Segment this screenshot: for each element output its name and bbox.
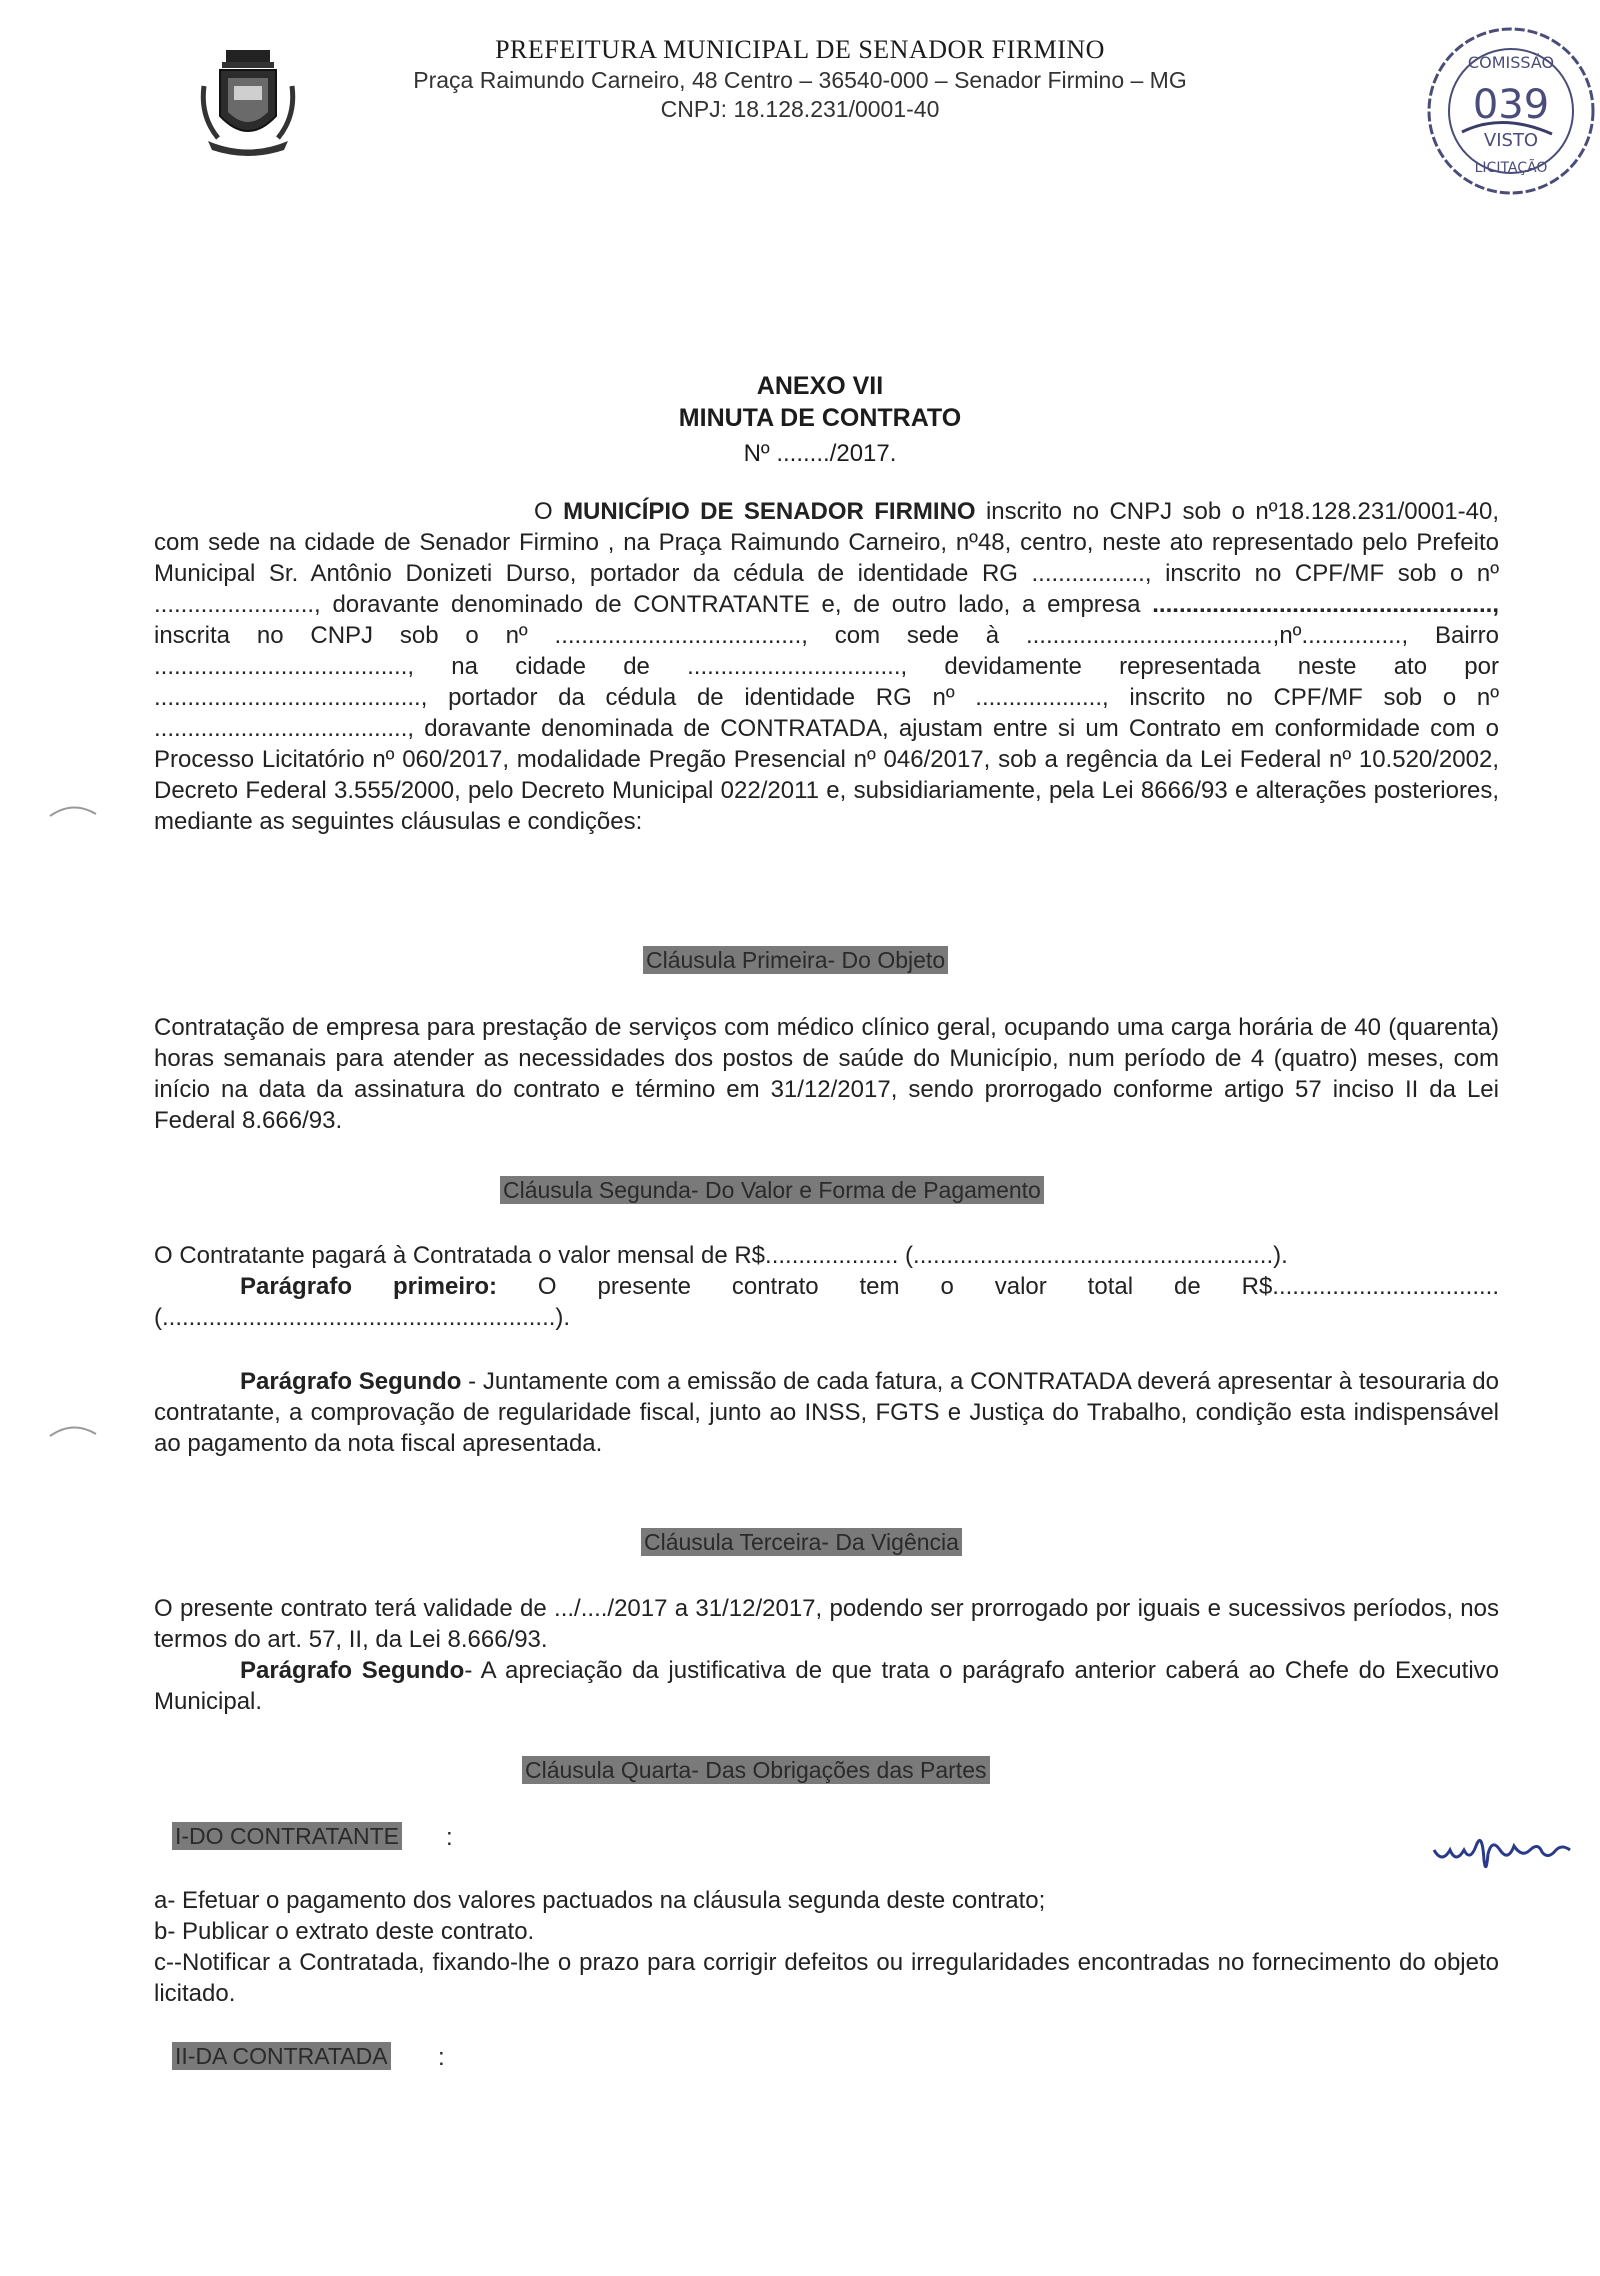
clause2-text: O Contratante pagará à Contratada o valor mensal de R$.................... (......................................................). [154,1242,1288,1269]
clause2-p2-text: - Juntamente com a emissão de cada fatura, a CONTRATADA deverá apresentar à tesouraria do contratante, a comprovação de regularidade fiscal, junto ao INSS, FGTS e Justiça do Trabalho, condição esta indispensável ao pagamento da nota fiscal apresentada. [154,1368,1499,1457]
margin-mark [48,800,98,820]
org-address: Praça Raimundo Carneiro, 48 Centro – 36540-000 – Senador Firmino – MG [413,67,1187,93]
intro-municipio: MUNICÍPIO DE SENADOR FIRMINO [563,498,976,525]
contratante-item-a: a- Efetuar o pagamento dos valores pactuados na cláusula segunda deste contrato; [154,1887,1046,1914]
clause3-p2-text: - A apreciação da justificativa de que trata o parágrafo anterior caberá ao Chefe do Executivo Municipal. [154,1657,1499,1715]
contratada-heading: II-DA CONTRATADA [172,2042,391,2070]
handwritten-initials [1430,1820,1580,1880]
org-name: PREFEITURA MUNICIPAL DE SENADOR FIRMINO [495,35,1105,64]
clause2-p1-text: O presente contrato tem o valor total de R$.................................. (...........................................................). [154,1273,1499,1331]
clause3-p2-label: Parágrafo Segundo [240,1657,465,1684]
intro-paragraph [154,496,1499,837]
clause4-heading: Cláusula Quarta- Das Obrigações das Partes [522,1756,990,1784]
contratante-item-b: b- Publicar o extrato deste contrato. [154,1918,535,1945]
intro-empresa-dots: ..................................................., [1152,591,1499,618]
contratante-item-c: c--Notificar a Contratada, fixando-lhe o prazo para corrigir defeitos ou irregularidades encontradas no fornecimento do objeto licitado. [154,1949,1499,2007]
stamp-top-text: COMISSÃO [1467,53,1555,72]
coat-of-arms-icon [198,46,298,158]
contract-number: Nº ......../2017. [743,440,897,467]
clause1-heading: Cláusula Primeira- Do Objeto [643,946,948,974]
clause3-text: O presente contrato terá validade de .../..../2017 a 31/12/2017, podendo ser prorrogado por iguais e sucessivos períodos, nos termos do art. 57, II, da Lei 8.666/93. [154,1595,1499,1653]
clause3-paragraph2 [154,1655,1499,1717]
clause3-heading: Cláusula Terceira- Da Vigência [641,1528,962,1556]
stamp-middle-text: VISTO [1483,130,1539,151]
clause2-paragraph2 [154,1366,1499,1459]
commission-stamp-icon [1422,22,1600,200]
annex-title: ANEXO VII [756,372,884,400]
intro-text-continued: inscrita no CNPJ sob o nº ....................................., com sede à .....................................,nº..............., Bairro ......................................, na cidade de ................................, devidamente representada neste ato por ........................................, portador da cédula de identidade RG nº ..................., inscrito no CPF/MF sob o nº ......................................, doravante denominada de CONTRATADA, ajustam entre si um Contrato em conformidade com o Processo Licitatório nº 060/2017, modalidade Pregão Presencial nº 046/2017, sob a regência da Lei Federal nº 10.520/2002, Decreto Federal 3.555/2000, pelo Decreto Municipal 022/2011 e, subsidiariamente, pela Lei 8666/93 e alterações posteriores, mediante as seguintes cláusulas e condições: [154,622,1499,835]
clause2-p2-label: Parágrafo Segundo [240,1368,462,1395]
clause1-text: Contratação de empresa para prestação de serviços com médico clínico geral, ocupando uma carga horária de 40 (quarenta) horas semanais para atender as necessidades dos postos de saúde do Município, num período de 4 (quatro) meses, com início na data da assinatura do contrato e término em 31/12/2017, sendo prorrogado conforme artigo 57 inciso II da Lei Federal 8.666/93. [154,1014,1499,1134]
intro-text: inscrito no CNPJ sob o nº18.128.231/0001-40, com sede na cidade de Senador Firmino , na Praça Raimundo Carneiro, nº48, centro, neste ato representado pelo Prefeito Municipal Sr. Antônio Donizeti Durso, portador da cédula de identidade RG ................., inscrito no CPF/MF sob o nº ........................, doravante denominado de CONTRATANTE e, de outro lado, a empresa [154,498,1499,618]
clause2-paragraph1 [154,1271,1499,1333]
contract-title: MINUTA DE CONTRATO [678,404,962,432]
letterhead [330,34,1270,124]
stamp-number: 039 [1472,82,1550,128]
document-page: PREFEITURA MUNICIPAL DE SENADOR FIRMINO Praça Raimundo Carneiro, 48 Centro – 36540-000 – Senador Firmino – MG CNPJ: 18.128.231/0001-40 COMISSÃO 039 VISTO LICITAÇÃO ANEXO VII MINUTA DE CONTRATO Nº ......../2017. O MUNICÍPIO DE SENADOR FIRMINO inscrito no CNPJ sob o nº18.128.231/0001-40, com sede na cidade de Senador Firmino , na Praça Raimundo Carneiro, nº48, centro, neste ato representado pelo Prefeito Municipal Sr. Antônio Donizeti Durso, portador da cédula de identidade RG ................., inscrito no CPF/MF sob o nº ........................, doravante denominado de CONTRATANTE e, de outro lado, a empresa ..................................................., inscrita no CNPJ sob o nº ....................................., com sede à .....................................,nº..............., Bairro ......................................, na cidade de ................................, devidamente representada neste ato por ........................................, portador da cédula de identidade RG nº ..................., inscrito no CPF/MF sob o nº ......................................, doravante denominada de CONTRATADA, ajustam entre si um Contrato em conformidade com o Processo Licitatório nº 060/2017, modalidade Pregão Presencial nº 046/2017, sob a regência da Lei Federal nº 10.520/2002, Decreto Federal 3.555/2000, pelo Decreto Municipal 022/2011 e, subsidiariamente, pela Lei 8666/93 e alterações posteriores, mediante as seguintes cláusulas e condições: Cláusula Primeira- Do Objeto Contratação de empresa para prestação de serviços com médico clínico geral, ocupando uma carga horária de 40 (quarenta) horas semanais para atender as necessidades dos postos de saúde do Município, num período de 4 (quatro) meses, com início na data da assinatura do contrato e término em 31/12/2017, sendo prorrogado conforme artigo 57 inciso II da Lei Federal 8.666/93. Cláusula Segunda- Do Valor e Forma de Pagamento O Contratante pagará à Contratada o valor mensal de R$.................... (......................................................). Parágrafo primeiro: O presente contrato tem o valor total de R$.................................. (...........................................................). Parágrafo Segundo - Juntamente com a emissão de cada fatura, a CONTRATADA deverá apresentar à tesouraria do contratante, a comprovação de regularidade fiscal, junto ao INSS, FGTS e Justiça do Trabalho, condição esta indispensável ao pagamento da nota fiscal apresentada. Cláusula Terceira- Da Vigência O presente contrato terá validade de .../..../2017 a 31/12/2017, podendo ser prorrogado por iguais e sucessivos períodos, nos termos do art. 57, II, da Lei 8.666/93. Parágrafo Segundo- A apreciação da justificativa de que trata o parágrafo anterior caberá ao Chefe do Executivo Municipal. Cláusula Quarta- Das Obrigações das Partes I-DO CONTRATANTE : a- Efetuar o pagamento dos valores pactuados na cláusula segunda deste contrato; b- Publicar o extrato deste contrato. c--Notificar a Contratada, fixando-lhe o prazo para corrigir defeitos ou irregularidades encontradas no fornecimento do objeto licitado. II-DA CONTRATADA : [0,0,1600,2276]
clause2-heading: Cláusula Segunda- Do Valor e Forma de Pagamento [500,1176,1044,1204]
margin-mark [48,1420,98,1440]
contratante-heading: I-DO CONTRATANTE [172,1822,402,1850]
stamp-bottom-text: LICITAÇÃO [1474,160,1548,176]
intro-lead: O [534,498,553,525]
org-cnpj: CNPJ: 18.128.231/0001-40 [660,96,940,122]
clause2-p1-label: Parágrafo primeiro: [240,1273,497,1300]
